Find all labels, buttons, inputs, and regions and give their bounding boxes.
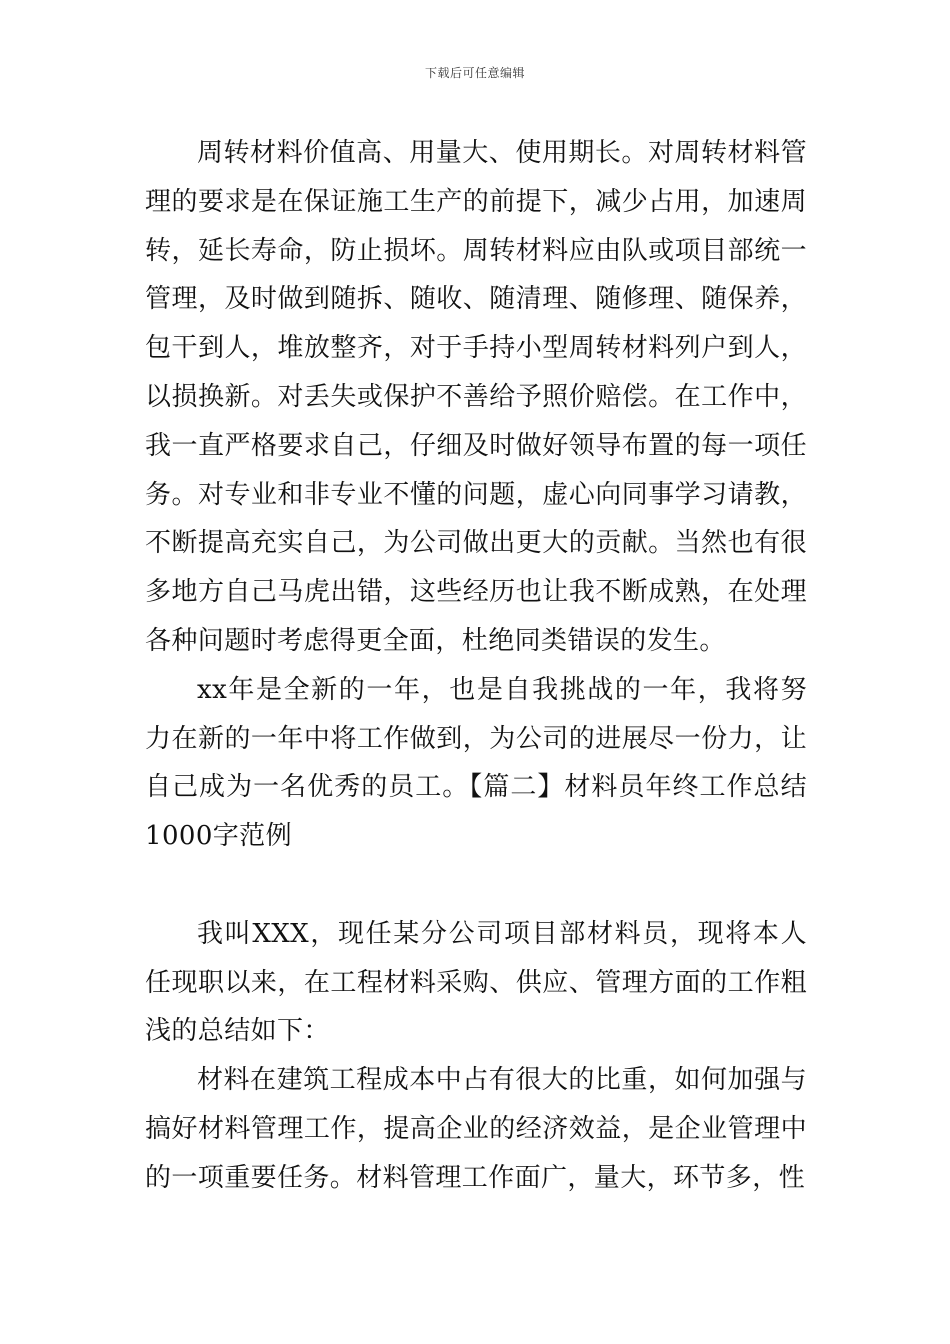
document-body [145,129,807,1203]
paragraph-gap [145,861,807,910]
paragraph-new-year: xx年是全新的一年，也是自我挑战的一年，我将努力在新的一年中将工作做到，为公司的进展尽一份力，让自己成为一名优秀的员工。【篇二】材料员年终工作总结1000字范例 [145,674,807,852]
paragraph-introduction: 我叫XXX，现任某分公司项目部材料员，现将本人任现职以来，在工程材料采购、供应、管理方面的工作粗浅的总结如下： [145,918,807,1047]
paragraph-material-cost: 材料在建筑工程成本中占有很大的比重，如何加强与搞好材料管理工作，提高企业的经济效益，是企业管理中的一项重要任务。材料管理工作面广，量大，环节多，性 [145,1065,807,1193]
paragraph-turnover-materials: 周转材料价值高、用量大、使用期长。对周转材料管理的要求是在保证施工生产的前提下，减少占用，加速周转，延长寿命，防止损坏。周转材料应由队或项目部统一管理，及时做到随拆、随收、随清理、随修理、随保养，包干到人，堆放整齐，对于手持小型周转材料列户到人，以损换新。对丢失或保护不善给予照价赔偿。在工作中，我一直严格要求自己，仔细及时做好领导布置的每一项任务。对专业和非专业不懂的问题，虚心向同事学习请教，不断提高充实自己，为公司做出更大的贡献。当然也有很多地方自己马虎出错，这些经历也让我不断成熟，在处理各种问题时考虑得更全面，杜绝同类错误的发生。 [145,138,807,656]
page-header-note: 下载后可任意编辑 [424,66,525,80]
